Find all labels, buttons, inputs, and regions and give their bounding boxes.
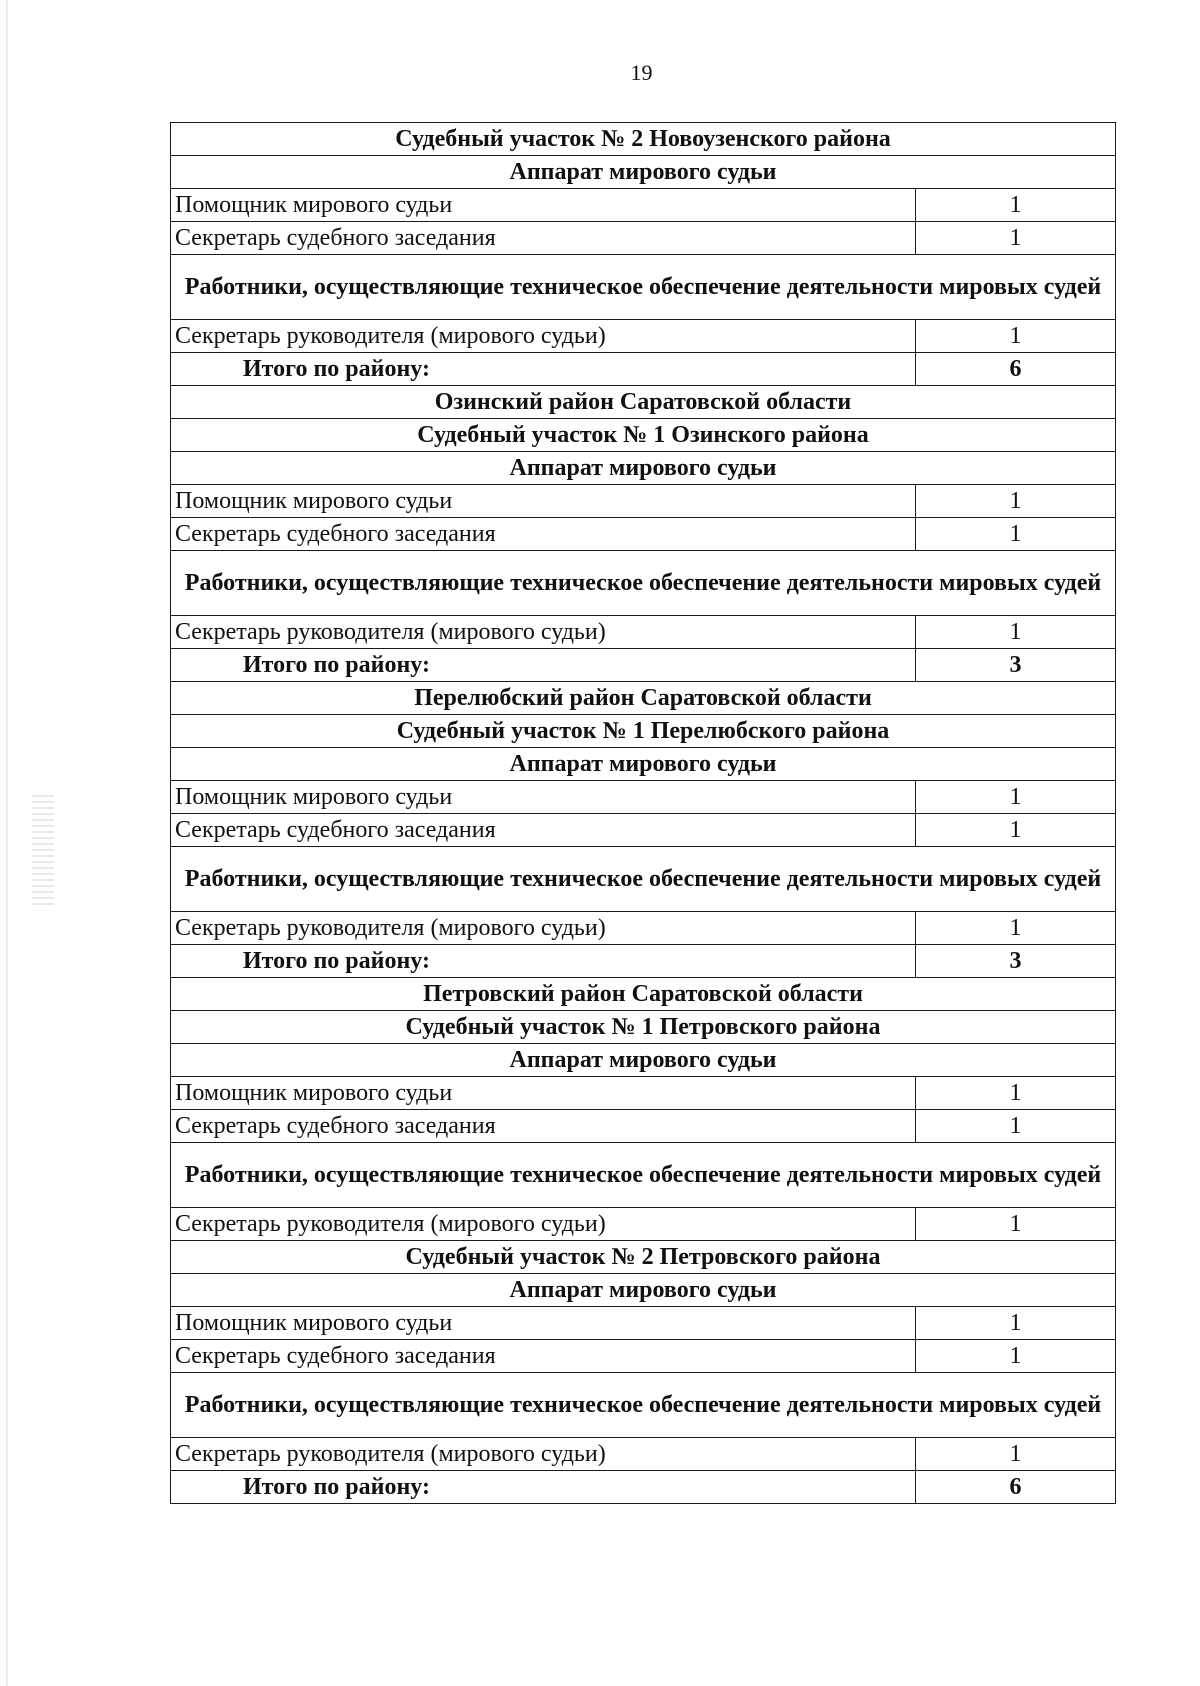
section-header: Судебный участок № 1 Озинского района [171, 419, 1116, 452]
position-row [171, 1208, 1116, 1241]
section-header-row [171, 1373, 1116, 1438]
position-row [171, 616, 1116, 649]
position-count: 1 [916, 189, 1116, 222]
total-row [171, 353, 1116, 386]
position-name: Помощник мирового судьи [171, 1077, 916, 1110]
position-row [171, 1110, 1116, 1143]
position-name: Секретарь судебного заседания [171, 1340, 916, 1373]
section-header-row [171, 1274, 1116, 1307]
position-row [171, 320, 1116, 353]
position-row [171, 814, 1116, 847]
position-row [171, 485, 1116, 518]
position-row [171, 222, 1116, 255]
section-header-row [171, 419, 1116, 452]
position-count: 1 [916, 781, 1116, 814]
section-header-row [171, 1143, 1116, 1208]
position-name: Секретарь судебного заседания [171, 518, 916, 551]
staffing-table-body [171, 123, 1116, 1504]
section-header: Работники, осуществляющие техническое обеспечение деятельности мировых судей [171, 255, 1116, 320]
section-header-row [171, 452, 1116, 485]
position-row [171, 912, 1116, 945]
position-count: 1 [916, 1208, 1116, 1241]
position-count: 1 [916, 1110, 1116, 1143]
total-row [171, 1471, 1116, 1504]
position-name: Секретарь судебного заседания [171, 222, 916, 255]
position-count: 1 [916, 814, 1116, 847]
section-header: Судебный участок № 1 Перелюбского района [171, 715, 1116, 748]
section-header: Петровский район Саратовской области [171, 978, 1116, 1011]
section-header: Аппарат мирового судьи [171, 156, 1116, 189]
section-header: Аппарат мирового судьи [171, 452, 1116, 485]
position-count: 1 [916, 320, 1116, 353]
position-name: Помощник мирового судьи [171, 1307, 916, 1340]
section-header: Работники, осуществляющие техническое обеспечение деятельности мировых судей [171, 847, 1116, 912]
position-count: 1 [916, 1307, 1116, 1340]
total-count: 3 [916, 649, 1116, 682]
total-row [171, 649, 1116, 682]
position-name: Секретарь руководителя (мирового судьи) [171, 616, 916, 649]
section-header: Работники, осуществляющие техническое обеспечение деятельности мировых судей [171, 551, 1116, 616]
section-header: Судебный участок № 2 Петровского района [171, 1241, 1116, 1274]
scan-edge [6, 0, 8, 1686]
section-header-row [171, 748, 1116, 781]
section-header: Судебный участок № 1 Петровского района [171, 1011, 1116, 1044]
section-header-row [171, 682, 1116, 715]
section-header-row [171, 847, 1116, 912]
section-header: Аппарат мирового судьи [171, 1274, 1116, 1307]
total-row [171, 945, 1116, 978]
section-header-row [171, 123, 1116, 156]
section-header-row [171, 1044, 1116, 1077]
total-label: Итого по району: [171, 945, 916, 978]
position-name: Секретарь судебного заседания [171, 1110, 916, 1143]
total-label: Итого по району: [171, 353, 916, 386]
position-name: Секретарь руководителя (мирового судьи) [171, 1438, 916, 1471]
position-count: 1 [916, 1077, 1116, 1110]
section-header-row [171, 156, 1116, 189]
scan-artifact [32, 795, 54, 905]
section-header-row [171, 1011, 1116, 1044]
section-header: Работники, осуществляющие техническое обеспечение деятельности мировых судей [171, 1143, 1116, 1208]
total-count: 6 [916, 1471, 1116, 1504]
position-name: Помощник мирового судьи [171, 189, 916, 222]
section-header-row [171, 978, 1116, 1011]
section-header: Работники, осуществляющие техническое обеспечение деятельности мировых судей [171, 1373, 1116, 1438]
total-count: 6 [916, 353, 1116, 386]
section-header: Аппарат мирового судьи [171, 1044, 1116, 1077]
position-name: Помощник мирового судьи [171, 781, 916, 814]
section-header: Аппарат мирового судьи [171, 748, 1116, 781]
section-header-row [171, 715, 1116, 748]
position-count: 1 [916, 485, 1116, 518]
section-header-row [171, 255, 1116, 320]
position-count: 1 [916, 912, 1116, 945]
position-name: Секретарь руководителя (мирового судьи) [171, 912, 916, 945]
position-count: 1 [916, 616, 1116, 649]
position-count: 1 [916, 1438, 1116, 1471]
position-row [171, 1340, 1116, 1373]
position-row [171, 189, 1116, 222]
position-row [171, 1077, 1116, 1110]
section-header-row [171, 551, 1116, 616]
position-row [171, 518, 1116, 551]
position-count: 1 [916, 222, 1116, 255]
section-header: Перелюбский район Саратовской области [171, 682, 1116, 715]
page-number: 19 [630, 60, 653, 85]
staffing-table [170, 122, 1116, 1504]
position-name: Секретарь руководителя (мирового судьи) [171, 1208, 916, 1241]
position-count: 1 [916, 518, 1116, 551]
position-name: Секретарь судебного заседания [171, 814, 916, 847]
total-label: Итого по району: [171, 649, 916, 682]
position-row [171, 781, 1116, 814]
position-name: Секретарь руководителя (мирового судьи) [171, 320, 916, 353]
section-header: Озинский район Саратовской области [171, 386, 1116, 419]
section-header-row [171, 386, 1116, 419]
section-header: Судебный участок № 2 Новоузенского района [171, 123, 1116, 156]
total-label: Итого по району: [171, 1471, 916, 1504]
position-count: 1 [916, 1340, 1116, 1373]
position-row [171, 1438, 1116, 1471]
position-name: Помощник мирового судьи [171, 485, 916, 518]
section-header-row [171, 1241, 1116, 1274]
position-row [171, 1307, 1116, 1340]
total-count: 3 [916, 945, 1116, 978]
